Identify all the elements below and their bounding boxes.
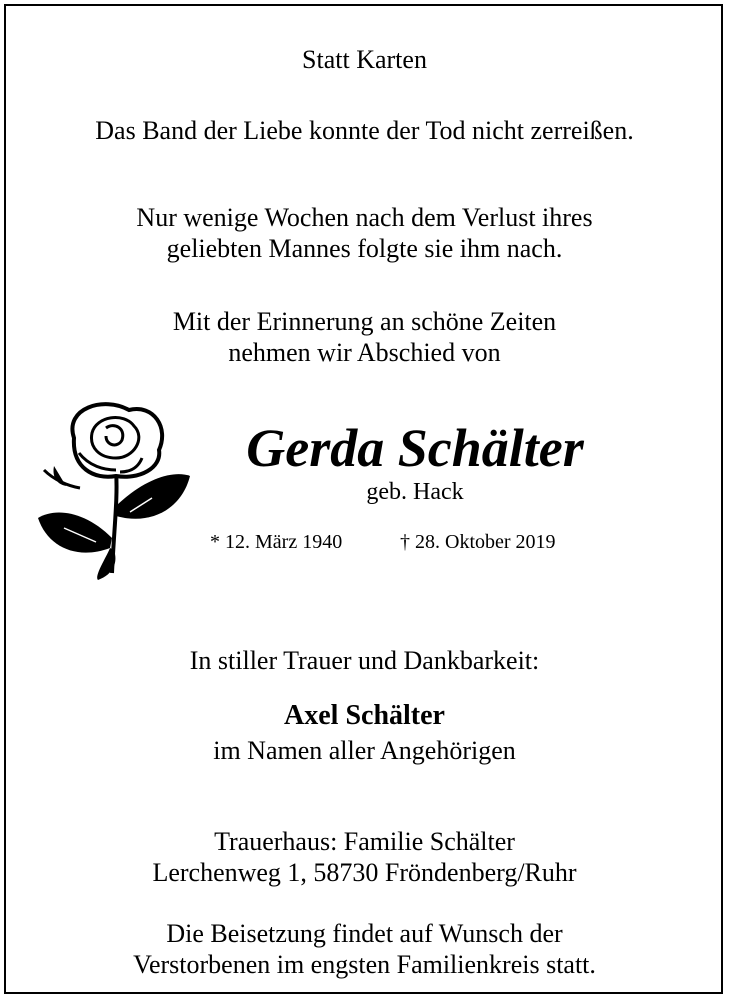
text1-line1: Nur wenige Wochen nach dem Verlust ihres [136, 203, 593, 232]
rose-icon [34, 398, 194, 580]
signer-name: Axel Schälter [284, 700, 445, 731]
closing-line1: Die Beisetzung findet auf Wunsch der [166, 919, 563, 948]
deceased-name: Gerda Schälter [246, 418, 584, 478]
text2-line1: Mit der Erinnerung an schöne Zeiten [172, 307, 557, 336]
address-line2: Lerchenweg 1, 58730 Fröndenberg/Ruhr [152, 858, 577, 887]
birth-date: * 12. März 1940 [210, 531, 343, 553]
motto: Das Band der Liebe konnte der Tod nicht zerreißen. [95, 116, 634, 145]
mourning-text: In stiller Trauer und Dankbarkeit: [189, 646, 540, 675]
signer-note: im Namen aller Angehörigen [213, 736, 516, 765]
text1-line2: geliebten Mannes folgte sie ihm nach. [166, 234, 563, 263]
maiden-name: geb. Hack [366, 479, 464, 505]
life-dates [210, 530, 590, 554]
text2-line2: nehmen wir Abschied von [228, 338, 501, 367]
address-line1: Trauerhaus: Familie Schälter [214, 827, 515, 856]
header-text: Statt Karten [302, 45, 427, 74]
closing-line2: Verstorbenen im engsten Familienkreis statt. [133, 950, 596, 979]
death-date: † 28. Oktober 2019 [400, 531, 556, 553]
